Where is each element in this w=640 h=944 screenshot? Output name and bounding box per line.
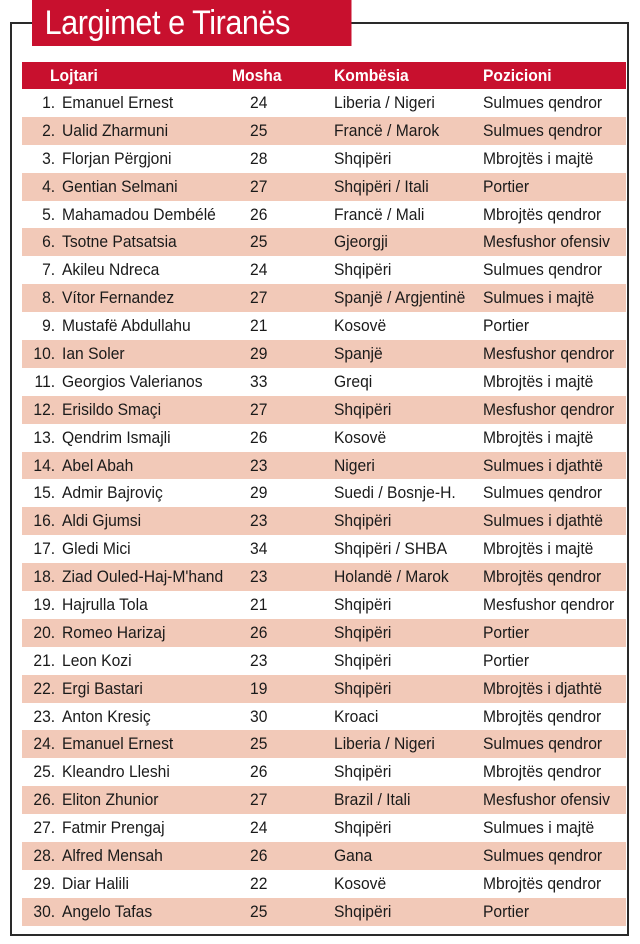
header-player: Lojtari — [50, 65, 98, 85]
player-age: 26 — [250, 204, 268, 224]
row-number: 25. — [33, 762, 56, 782]
player-position: Portier — [483, 176, 530, 196]
player-age: 23 — [250, 455, 268, 475]
player-nationality: Shqipëri — [334, 650, 392, 670]
player-nationality: Spanjë — [334, 343, 383, 363]
row-number: 4. — [42, 176, 56, 196]
table-row — [22, 675, 626, 703]
table-row — [22, 591, 626, 619]
player-name: Mahamadou Dembélé — [62, 204, 216, 224]
player-position: Mesfushor qendror — [483, 399, 615, 419]
player-nationality: Spanjë / Argjentinë — [334, 288, 466, 308]
player-position: Mbrojtës qendror — [483, 567, 602, 587]
row-number: 12. — [33, 399, 56, 419]
player-name: Leon Kozi — [62, 650, 132, 670]
row-number: 22. — [33, 678, 56, 698]
player-age: 24 — [250, 260, 268, 280]
row-number: 3. — [42, 148, 56, 168]
player-age: 26 — [250, 845, 268, 865]
player-name: Gledi Mici — [62, 539, 131, 559]
player-name: Diar Halili — [62, 873, 129, 893]
header-position: Pozicioni — [483, 65, 552, 85]
player-name: Alfred Mensah — [62, 845, 163, 865]
table-header — [22, 62, 626, 89]
row-number: 15. — [33, 483, 56, 503]
player-nationality: Gana — [334, 845, 373, 865]
player-name: Eliton Zhunior — [62, 790, 159, 810]
player-name: Abel Abah — [62, 455, 134, 475]
table-row — [22, 452, 626, 480]
player-nationality: Shqipëri — [334, 594, 392, 614]
table-row — [22, 145, 626, 173]
player-age: 23 — [250, 511, 268, 531]
player-name: Ualid Zharmuni — [62, 120, 169, 140]
table-body — [22, 89, 626, 926]
player-nationality: Shqipëri — [334, 818, 392, 838]
player-age: 25 — [250, 734, 268, 754]
row-number: 6. — [42, 232, 56, 252]
table-row — [22, 368, 626, 396]
header-nationality: Kombësia — [334, 65, 409, 85]
player-position: Sulmues qendror — [483, 483, 603, 503]
player-name: Anton Kresiç — [62, 706, 151, 726]
player-nationality: Kosovë — [334, 427, 387, 447]
row-number: 5. — [42, 204, 56, 224]
player-position: Sulmues qendror — [483, 734, 603, 754]
table-row — [22, 898, 626, 926]
player-nationality: Greqi — [334, 371, 373, 391]
row-number: 2. — [42, 120, 56, 140]
player-position: Sulmues qendror — [483, 845, 603, 865]
player-name: Georgios Valerianos — [62, 371, 203, 391]
row-number: 27. — [33, 818, 56, 838]
player-nationality: Brazil / Itali — [334, 790, 411, 810]
player-name: Hajrulla Tola — [62, 594, 148, 614]
player-nationality: Shqipëri — [334, 622, 392, 642]
row-number: 29. — [33, 873, 56, 893]
player-position: Mesfushor ofensiv — [483, 790, 610, 810]
player-nationality: Nigeri — [334, 455, 375, 475]
table-row — [22, 173, 626, 201]
player-position: Portier — [483, 901, 530, 921]
player-position: Mesfushor ofensiv — [483, 232, 610, 252]
player-nationality: Shqipëri — [334, 399, 392, 419]
player-nationality: Kosovë — [334, 316, 387, 336]
table-row — [22, 117, 626, 145]
table-row — [22, 284, 626, 312]
player-nationality: Shqipëri — [334, 511, 392, 531]
table-row — [22, 563, 626, 591]
player-age: 27 — [250, 790, 268, 810]
table-row — [22, 340, 626, 368]
table-row — [22, 424, 626, 452]
player-position: Mbrojtës i majtë — [483, 371, 594, 391]
player-nationality: Shqipëri — [334, 901, 392, 921]
player-nationality: Kroaci — [334, 706, 379, 726]
player-position: Sulmues i djathtë — [483, 455, 603, 475]
player-name: Tsotne Patsatsia — [62, 232, 177, 252]
row-number: 16. — [33, 511, 56, 531]
player-nationality: Francë / Marok — [334, 120, 440, 140]
player-age: 25 — [250, 120, 268, 140]
table-row — [22, 479, 626, 507]
player-position: Sulmues qendror — [483, 92, 603, 112]
row-number: 11. — [34, 371, 56, 391]
player-name: Admir Bajroviç — [62, 483, 163, 503]
player-position: Mbrojtës qendror — [483, 706, 602, 726]
player-position: Sulmues qendror — [483, 120, 603, 140]
table-row — [22, 507, 626, 535]
player-name: Vítor Fernandez — [62, 288, 175, 308]
player-age: 24 — [250, 818, 268, 838]
player-position: Portier — [483, 622, 530, 642]
player-name: Akileu Ndreca — [62, 260, 160, 280]
player-age: 26 — [250, 622, 268, 642]
player-position: Sulmues i djathtë — [483, 511, 603, 531]
player-position: Mbrojtës i majtë — [483, 148, 594, 168]
player-position: Mesfushor qendror — [483, 594, 615, 614]
player-age: 34 — [250, 539, 268, 559]
player-age: 29 — [250, 483, 268, 503]
player-position: Mbrojtës qendror — [483, 762, 602, 782]
row-number: 7. — [42, 260, 56, 280]
player-age: 25 — [250, 232, 268, 252]
player-age: 28 — [250, 148, 268, 168]
player-position: Mbrojtës qendror — [483, 204, 602, 224]
table-row — [22, 870, 626, 898]
player-position: Mbrojtës i majtë — [483, 539, 594, 559]
player-age: 27 — [250, 399, 268, 419]
player-position: Mbrojtës i majtë — [483, 427, 594, 447]
table-row — [22, 228, 626, 256]
row-number: 19. — [33, 594, 56, 614]
player-age: 33 — [250, 371, 268, 391]
player-name: Ziad Ouled-Haj-M'hand — [62, 567, 224, 587]
row-number: 30. — [33, 901, 56, 921]
player-nationality: Liberia / Nigeri — [334, 92, 435, 112]
table-row — [22, 89, 626, 117]
player-position: Sulmues i majtë — [483, 818, 595, 838]
table-row — [22, 814, 626, 842]
player-nationality: Shqipëri — [334, 260, 392, 280]
player-nationality: Holandë / Marok — [334, 567, 449, 587]
row-number: 9. — [42, 316, 56, 336]
table-row — [22, 201, 626, 229]
player-age: 21 — [250, 316, 268, 336]
player-age: 22 — [250, 873, 268, 893]
player-name: Ian Soler — [62, 343, 125, 363]
player-nationality: Shqipëri — [334, 678, 392, 698]
table-row — [22, 619, 626, 647]
row-number: 13. — [33, 427, 56, 447]
player-nationality: Liberia / Nigeri — [334, 734, 435, 754]
row-number: 10. — [33, 343, 56, 363]
player-position: Sulmues qendror — [483, 260, 603, 280]
player-nationality: Francë / Mali — [334, 204, 425, 224]
player-age: 27 — [250, 288, 268, 308]
player-name: Kleandro Lleshi — [62, 762, 170, 782]
header-age: Mosha — [232, 65, 282, 85]
player-name: Emanuel Ernest — [62, 92, 174, 112]
row-number: 14. — [33, 455, 56, 475]
player-name: Aldi Gjumsi — [62, 511, 142, 531]
player-name: Emanuel Ernest — [62, 734, 174, 754]
player-nationality: Shqipëri — [334, 148, 392, 168]
player-position: Mesfushor qendror — [483, 343, 615, 363]
player-position: Portier — [483, 316, 530, 336]
table-row — [22, 758, 626, 786]
table-row — [22, 256, 626, 284]
player-nationality: Suedi / Bosnje-H. — [334, 483, 456, 503]
player-name: Erisildo Smaçi — [62, 399, 162, 419]
page-title: Largimet e Tiranës — [32, 0, 352, 46]
player-nationality: Shqipëri / Itali — [334, 176, 429, 196]
player-age: 26 — [250, 762, 268, 782]
player-nationality: Shqipëri / SHBA — [334, 539, 448, 559]
row-number: 18. — [33, 567, 56, 587]
player-age: 24 — [250, 92, 268, 112]
player-name: Qendrim Ismajli — [62, 427, 171, 447]
row-number: 8. — [42, 288, 56, 308]
row-number: 26. — [33, 790, 56, 810]
player-age: 26 — [250, 427, 268, 447]
table-row — [22, 312, 626, 340]
row-number: 21. — [33, 650, 56, 670]
player-age: 30 — [250, 706, 268, 726]
player-position: Sulmues i majtë — [483, 288, 595, 308]
player-nationality: Shqipëri — [334, 762, 392, 782]
player-age: 29 — [250, 343, 268, 363]
row-number: 23. — [33, 706, 56, 726]
player-age: 19 — [250, 678, 268, 698]
table-row — [22, 730, 626, 758]
player-name: Ergi Bastari — [62, 678, 143, 698]
player-name: Romeo Harizaj — [62, 622, 166, 642]
table-row — [22, 703, 626, 731]
player-name: Mustafë Abdullahu — [62, 316, 191, 336]
player-name: Florjan Përgjoni — [62, 148, 172, 168]
table-row — [22, 842, 626, 870]
row-number: 28. — [33, 845, 56, 865]
player-age: 23 — [250, 650, 268, 670]
table-row — [22, 535, 626, 563]
player-nationality: Gjeorgji — [334, 232, 388, 252]
player-age: 23 — [250, 567, 268, 587]
player-age: 21 — [250, 594, 268, 614]
player-name: Angelo Tafas — [62, 901, 153, 921]
player-name: Gentian Selmani — [62, 176, 178, 196]
player-age: 27 — [250, 176, 268, 196]
player-age: 25 — [250, 901, 268, 921]
players-table — [22, 62, 626, 926]
table-row — [22, 647, 626, 675]
row-number: 17. — [33, 539, 56, 559]
player-position: Mbrojtës qendror — [483, 873, 602, 893]
table-row — [22, 396, 626, 424]
player-position: Portier — [483, 650, 530, 670]
player-position: Mbrojtës i djathtë — [483, 678, 603, 698]
row-number: 1. — [42, 92, 56, 112]
player-name: Fatmir Prengaj — [62, 818, 165, 838]
row-number: 20. — [33, 622, 56, 642]
row-number: 24. — [33, 734, 56, 754]
player-nationality: Kosovë — [334, 873, 387, 893]
table-row — [22, 786, 626, 814]
